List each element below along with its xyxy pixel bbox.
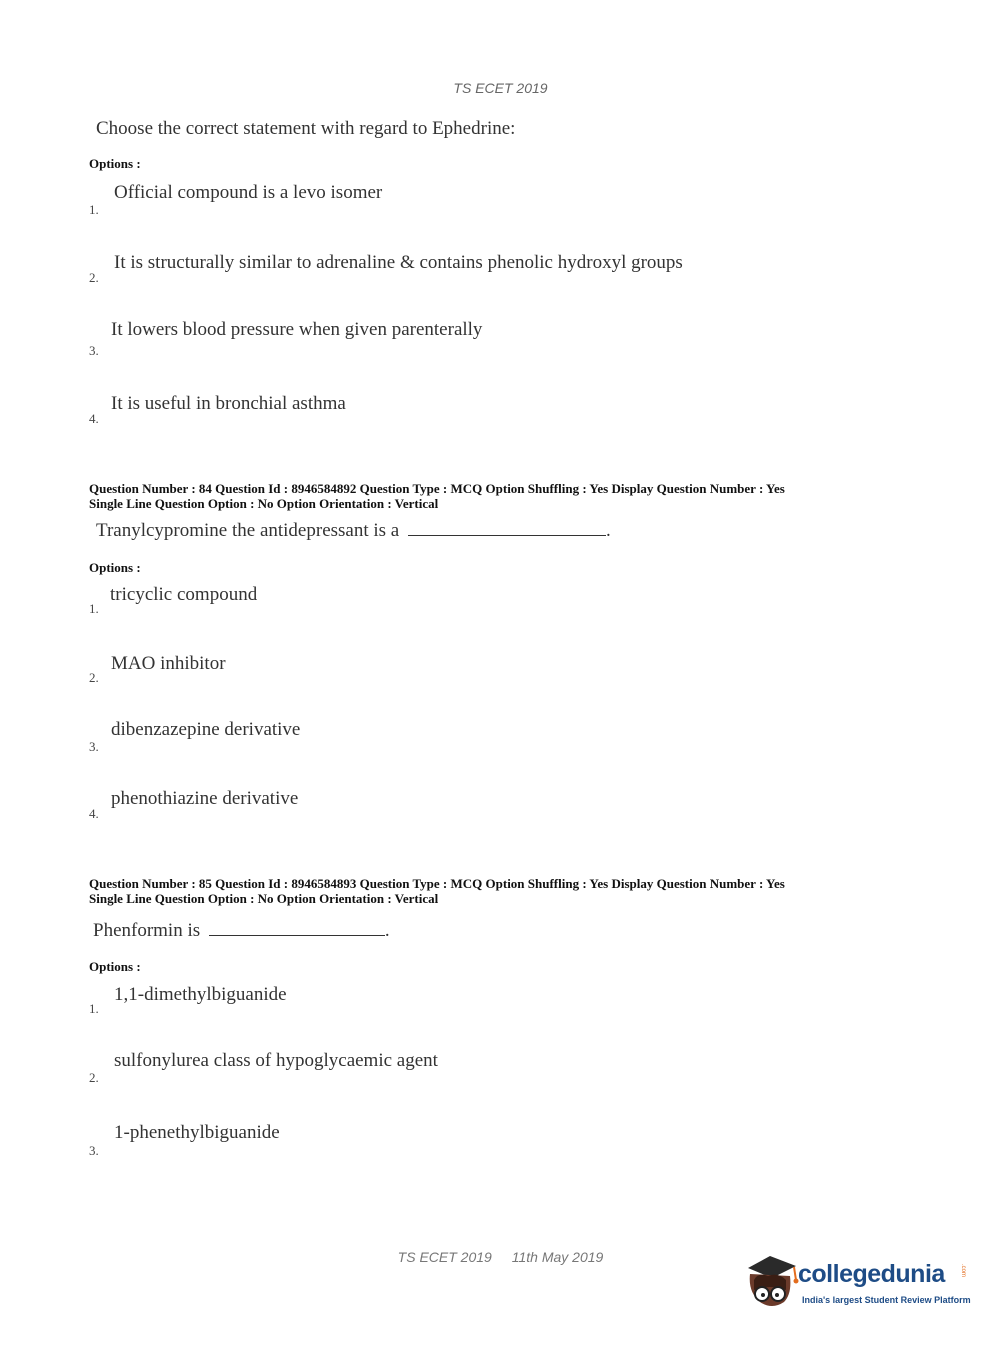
option-number: 1.: [89, 202, 99, 217]
option-number: 1.: [89, 601, 99, 616]
option-text: It is useful in bronchial asthma: [111, 393, 346, 414]
options-label: Options :: [89, 560, 141, 575]
options-label: Options :: [89, 959, 141, 974]
option-number: 3.: [89, 343, 99, 358]
option-number: 3.: [89, 1143, 99, 1158]
page-header: TS ECET 2019: [453, 80, 548, 96]
logo-tagline: India's largest Student Review Platform: [802, 1295, 971, 1305]
question-meta-line: Single Line Question Option : No Option Orientation : Vertical: [89, 891, 439, 906]
option-text: 1-phenethylbiguanide: [114, 1122, 280, 1143]
question-stem: Choose the correct statement with regard to Ephedrine:: [96, 118, 516, 139]
option-number: 4.: [89, 806, 99, 821]
logo-domain: .com: [960, 1264, 966, 1278]
option-text: It is structurally similar to adrenaline & contains phenolic hydroxyl groups: [114, 252, 683, 273]
question-stem-text: Tranylcypromine the antidepressant is a: [96, 520, 400, 541]
option-text: Official compound is a levo isomer: [114, 182, 383, 203]
option-text: It lowers blood pressure when given parenterally: [111, 319, 483, 340]
option-number: 3.: [89, 739, 99, 754]
option-number: 2.: [89, 1070, 99, 1085]
question-stem-text: Phenformin is: [93, 920, 201, 941]
logo-wordmark: collegedunia: [798, 1260, 945, 1288]
question-stem-end: .: [384, 920, 390, 941]
option-text: dibenzazepine derivative: [111, 719, 301, 740]
question-stem: [93, 919, 390, 942]
question-meta: [89, 876, 909, 906]
question-meta-line: Question Number : 84 Question Id : 8946584892 Question Type : MCQ Option Shuffling : Yes Display Question Number : Yes: [89, 481, 785, 496]
footer-exam: TS ECET 2019: [397, 1249, 492, 1265]
option-number: 4.: [89, 411, 99, 426]
student-mascot-icon: [740, 1250, 802, 1314]
question-meta: [89, 481, 909, 511]
footer-date: 11th May 2019: [511, 1249, 604, 1265]
option-number: 1.: [89, 1001, 99, 1016]
options-label: Options :: [89, 156, 141, 171]
option-text: 1,1-dimethylbiguanide: [114, 984, 287, 1005]
answer-blank: [209, 919, 385, 936]
option-text: phenothiazine derivative: [111, 788, 299, 809]
question-stem-end: .: [605, 520, 611, 541]
option-text: MAO inhibitor: [111, 653, 226, 674]
option-text: tricyclic compound: [110, 584, 258, 605]
option-number: 2.: [89, 670, 99, 685]
answer-blank: [408, 519, 606, 536]
option-number: 2.: [89, 270, 99, 285]
question-meta-line: Question Number : 85 Question Id : 8946584893 Question Type : MCQ Option Shuffling : Yes Display Question Number : Yes: [89, 876, 785, 891]
collegedunia-logo: [740, 1250, 970, 1320]
option-text: sulfonylurea class of hypoglycaemic agent: [114, 1050, 438, 1071]
question-meta-line: Single Line Question Option : No Option Orientation : Vertical: [89, 496, 439, 511]
question-stem: [96, 519, 611, 542]
